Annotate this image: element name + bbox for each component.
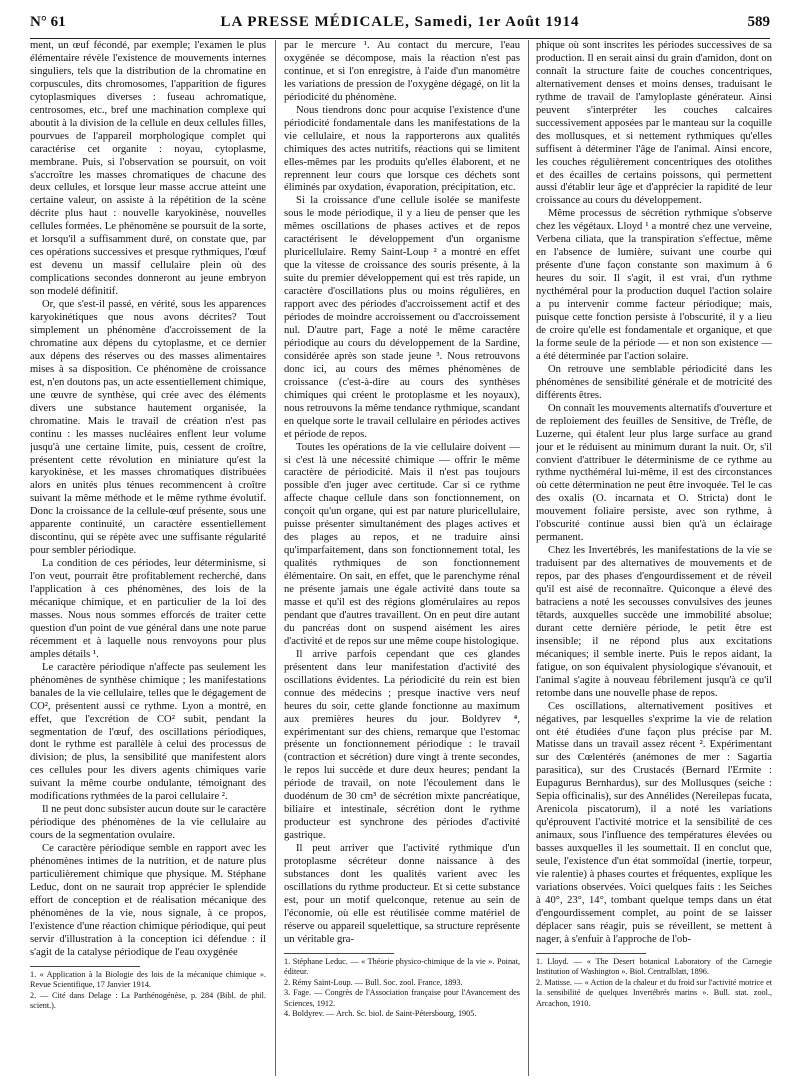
- footnotes: [284, 957, 520, 1020]
- paragraph: Ces oscillations, alternativement positives et négatives, par lesquelles s'exprime la vie de relation ont été étudiées d'une façon plus précise par M. Matisse dans un travail assez récent ². Expérimentant sur des Cœlentérés (anémones de mer : Sagartia parasitica), sur des Crustacés (Bernard l'Ermite : Eupagurus Bernhardus), sur des Mollusques (seiche : Sepia officinalis), sur des Annélides (Nereilepas fucata, Arenicola piscatorum), il a noté les variations qu'éprouvent l'activité motrice et la sensibilité de ces animaux, sous l'influence des températures élevées ou basses auxquelles il les soumettait. Il en conclut que, seule, l'existence d'un état sommoïdal (inertie, torpeur, vie ralentie) à phases courtes et fréquentes, explique les variations observées. Voici quelques faits : les Seiches à 40°, 23°, 14°, tombant quelque temps dans un état d'engourdissement complet, au point de se laisser déplacer sans réagir, puis se réveillent, se mettent à nager, à s'enfuir à l'approche de l'ob-: [536, 700, 772, 945]
- paragraph: Il peut arriver que l'activité rythmique d'un protoplasme sécréteur donne naissance à des substances dont les qualités varient avec les oscillations du rythme producteur. Et si cette substance est, pour un motif quelconque, retenue au sein de l'économie, où elle est réutilisée comme matériel de réserve ou appareil squelettique, sa structure représente un véritable gra-: [284, 843, 520, 945]
- column-divider: [275, 40, 276, 1076]
- footnote: 2. Matisse. — « Action de la chaleur et du froid sur l'activité motrice et la sensibilité de quelques Invertébrés marins ». Bull. stat. zool., Arcachon, 1910.: [536, 977, 772, 1008]
- column-2: [284, 40, 520, 1076]
- paragraph: On retrouve une semblable périodicité dans les phénomènes de sensibilité générale et de motricité des différents êtres.: [536, 363, 772, 401]
- paragraph: Or, que s'est-il passé, en vérité, sous les apparences karyokinétiques que nous avons décrites? Tout simplement un phénomène d'accroissement de la chromatine aux dépens du cytoplasme, et ce dernier aux dépens des réserves ou des masses alimentaires mises à sa disposition. Ce phénomène de croissance est, n'en doutons pas, un acte essentiellement chimique, une œuvre de synthèse, qui crée avec des éléments divers une substance hautement organisée, la chromatine. Mais le travail de création n'est pas continu : les masses nucléaires enflent leur volume jusqu'à une certaine limite, puis, cessent de croître, présentent cette révolution en miniature qu'est la karyokinèse, et les masses chromatiques distribuées alors en unités plus ténues recommencent à croître suivant la même méthode et le même rythme évolutif. Donc la croissance de la cellule-œuf présente, sous une apparente continuité, un caractère essentiellement discontinu, qui se répète avec une suffisante régularité pour sembler périodique.: [30, 299, 266, 557]
- paragraph: Il arrive parfois cependant que ces glandes présentent dans leur manifestation d'activité des oscillations évidentes. La périodicité du rein est bien connue des médecins ; presque inactive vers neuf heures du soir, cette glande fonctionne au maximum aux premières heures du jour. Boldyrev ⁴, expérimentant sur des chiens, remarque que l'estomac présente un fonctionnement périodique : le travail (contraction et sécrétion) dure vingt à trente secondes, le repos lui succède et dure deux heures; pendant la période de travail, on note l'écoulement dans le duodénum de 30 cm³ de sécrétion mixte pancréatique, biliaire et intestinale, sécrétion dont le rythme producteur est synchrone des périodes d'activité gastrique.: [284, 648, 520, 842]
- paragraph: Ce caractère périodique semble en rapport avec les phénomènes intimes de la nutrition, et de nature plus particulièrement chimique que physique. M. Stéphane Leduc, dont on ne saurait trop apprécier le splendide effort de conception et de réalisation mécanique des phénomènes de la vie, nous signale, à ce propos, l'existence d'une réaction chimique périodique, qui peut servir d'illustration à la conception ici défendue : il s'agit de la catalyse périodique de l'eau oxygénée: [30, 843, 266, 958]
- column-divider: [528, 40, 529, 1076]
- page-number: 589: [747, 14, 770, 30]
- footnote: 3. Fage. — Congrès de l'Association française pour l'Avancement des Sciences, 1912.: [284, 988, 520, 1008]
- footnote: 1. Stéphane Leduc. — « Théorie physico-chimique de la vie ». Poinat, éditeur.: [284, 956, 520, 977]
- footnote-rule: [284, 953, 394, 954]
- footnote: 1. « Application à la Biologie des lois de la mécanique chimique ». Revue Scientifique, 17 Janvier 1914.: [30, 969, 266, 990]
- paragraph: Même processus de sécrétion rythmique s'observe chez les végétaux. Lloyd ¹ a montré chez une verveine, Verbena ciliata, que la transpiration s'effectue, même en l'absence de lumière, suivant une courbe qui présente d'une façon constante son maximum à 6 heures du soir. Il s'agit, il est vrai, d'un rythme nycthéméral pour la production duquel l'action solaire a pu intervenir comme facteur périodique; mais, puisque cette fonction persiste à l'obscurité, il y a lieu de croire qu'elle est fondamentale et organique, et que la forme seule de la période — et non son existence — a été déterminée par l'action solaire.: [536, 208, 772, 362]
- page-header: [30, 14, 770, 34]
- footnote: 2. Rémy Saint-Loup. — Bull. Soc. zool. France, 1893.: [284, 977, 463, 987]
- header-rule: [30, 38, 770, 39]
- paragraph: Nous tiendrons donc pour acquise l'existence d'une périodicité fondamentale dans les manifestations de la vie cellulaire, et nous la rapporterons aux qualités chimiques des actes nutritifs, réactions qui se limitent elles-mêmes par les produits qu'elles élaborent, et ne reprennent leur cours que lorsque ces déchets sont éliminés par oxydation, évaporation, précipitation, etc.: [284, 104, 520, 194]
- footnote: 2. — Cité dans Delage : La Parthénogénèse, p. 284 (Bibl. de phil. scient.).: [30, 990, 266, 1011]
- paragraph: par le mercure ¹. Au contact du mercure, l'eau oxygénée se décompose, mais la réaction n'est pas continue, et si l'on enregistre, à l'aide d'un manomètre les variations de pression de l'oxygène dégagé, on lit la périodicité du phénomène.: [284, 40, 520, 103]
- paragraph: phique où sont inscrites les périodes successives de sa production. Il en serait ainsi du grain d'amidon, dont on connaît la structure faite de couches concentriques, alternativement denses et moins denses, traduisant le rythme de travail de l'amyloplaste générateur. Ainsi peuvent s'interpréter les couches calcaires successivement apposées par le manteau sur la coquille des mollusques, et si nettement rythmiques qu'elles suffisent à déterminer l'âge de l'animal. Ainsi encore, les couches régulièrement concentriques des otolithes et des écailles de certains poissons, qui permettent aussi d'établir leur âge et d'apprécier la rapidité de leur croissance au cours du développement.: [536, 40, 772, 207]
- paragraph: La condition de ces périodes, leur déterminisme, si l'on veut, pourrait être profitablement recherché, dans l'application à ces phénomènes, des lois de la mécanique chimique, et en particulier de la loi des masses. Nous nous sommes efforcés de traiter cette question d'un point de vue général dans une note parue récemment et à laquelle nous renvoyons pour plus amples détails ¹.: [30, 558, 266, 660]
- footnotes: [536, 957, 772, 1010]
- footnotes: [30, 970, 266, 1012]
- footnote: 1. Lloyd. — « The Desert botanical Laboratory of the Carnegie Institution of Washington ». Biol. Centralblatt, 1896.: [536, 956, 772, 977]
- paragraph: Toutes les opérations de la vie cellulaire doivent — si c'est là une nécessité chimique — offrir le même caractère de périodicité. Mais il n'est pas toujours possible d'en juger avec certitude. Car si ce rythme affecte chaque cellule dans son fonctionnement, on conçoit qu'un organe, qui est par nature pluricellulaire, puisse présenter simultanément des plages actives et des plages au repos, et ne traduire ainsi qu'imparfaitement, dans son fonctionnement total, les qualités rythmiques de son fonctionnement élémentaire. On sait, en effet, que le parenchyme rénal ne présente jamais une égale activité dans toute sa masse et qu'il est des régions glomérulaires au repos pendant que d'autres travaillent. On en peut dire autant du pancréas dont on suspend aisément les aires d'activité et de repos sur une même coupe histologique.: [284, 441, 520, 647]
- journal-title: LA PRESSE MÉDICALE, Samedi, 1er Août 1914: [220, 14, 580, 30]
- column-3: [536, 40, 772, 1076]
- column-1: [30, 40, 266, 1076]
- paragraph: Chez les Invertébrés, les manifestations de la vie se traduisent par des alternatives de mouvements et de repos, par des phases d'engourdissement et de réveil qu'il est aisé de reconnaître. Quiconque a élevé des batraciens a noté les secousses convulsives des jeunes têtards, auxquelles succède une immobilité absolue; durant cette dernière période, le petit être est insensible; il ne répond plus aux excitations mécaniques; il semble inerte. Puis le repos aidant, la fatigue, on son équivalent physiologique s'évanouit, et l'animal s'agite à nouveau fébrilement jusqu'à ce qu'il retombe dans une nouvelle phase de repos.: [536, 545, 772, 699]
- paragraph: Le caractère périodique n'affecte pas seulement les phénomènes de synthèse chimique ; les manifestations banales de la vie cellulaire, telles que le dégagement de CO², présentent aussi ce rythme. Lyon a montré, en effet, que l'excrétion de CO² subit, pendant la segmentation de l'œuf, des oscillations périodiques, dont le rythme est parallèle à celui des processus de division; de plus, la sensibilité que manifestent alors ces cellules pour les divers agents chimiques varie suivant la même courbe ondulante, témoignant des modifications rythmées de la paroi cellulaire ².: [30, 661, 266, 803]
- paragraph: ment, un œuf fécondé, par exemple; l'examen le plus élémentaire révèle l'existence de mouvements internes singuliers, tels que la distribution de la chromatine en corpuscules, dits chromosomes, l'apparition de figures cytoplasmiques diverses : fuseau achromatique, centrosomes, etc., bref une machination complexe qui aboutit à la division de la cellule en deux cellules filles, pourvues de l'appareil morphologique complet qui caractérise cet organite : noyau, cytoplasme, membrane. Puis, si l'observation se poursuit, on voit s'accroître les masses chromatiques de chacune des deux cellules, et lorsque leur masse accrue atteint une certaine valeur, on assiste à la répétition de la scène décrite plus haut : nouvelle karyokinèse, nouvelles cellules formées. Le phénomène se poursuit de la sorte, et lorsqu'il a suffisamment duré, on constate que, par ces opérations successives et presque rythmiques, l'œuf est devenu un massif cellulaire plein où des complications secondes donneront au jeune embryon son modelé définitif.: [30, 40, 266, 298]
- footnote-rule: [30, 966, 140, 967]
- footnote: 4. Boldyrev. — Arch. Sc. biol. de Saint-Pétersbourg, 1905.: [284, 1009, 477, 1019]
- footnote-rule: [536, 953, 646, 954]
- issue-number: N° 61: [30, 14, 66, 30]
- paragraph: Il ne peut donc subsister aucun doute sur le caractère périodique des phénomènes de la vie cellulaire au cours de la segmentation ovulaire.: [30, 804, 266, 842]
- paragraph: On connaît les mouvements alternatifs d'ouverture et de reploiement des feuilles de Sensitive, de Trèfle, de Luzerne, qui étalent leur plus large surface au grand jour et le réduisent au minimum durant la nuit. Or, s'il convient d'attribuer le déterminisme de ce rythme au rythme nycthéméral lui-même, il est des circonstances où cette détermination ne peut être invoquée. Tel le cas des oxalis (O. incarnata et O. Stricta) dont le mouvement foliaire persiste, avec son rythme, à l'obscurité continue aussi bien qu'à un éclairage permanent.: [536, 402, 772, 544]
- paragraph: Si la croissance d'une cellule isolée se manifeste sous le mode périodique, il y a lieu de penser que les mêmes oscillations de phases actives et de repos caractérisent le développement d'un organisme pluricellulaire. Remy Saint-Loup ² a montré en effet que la vitesse de croissance des souris présente, à la suite du premier développement qui est très rapide, un caractère d'oscillations plus ou moins régulières, en rapport avec des périodes d'accroissement actif et des périodes de moindre accroissement ou d'accroissement nul. D'autre part, Fage a noté le même caractère périodique au cours du développement de la Sardine, considérée après son stade jeune ³. Nous retrouvons donc ici, au cours des mêmes phénomènes de croissance (c'est-à-dire au cours des synthèses chimiques qui créent le protoplasme et les noyaux), nous retrouvons la même tendance rythmique, scandant en quelque sorte le travail cellulaire en périodes actives et période de repos.: [284, 195, 520, 440]
